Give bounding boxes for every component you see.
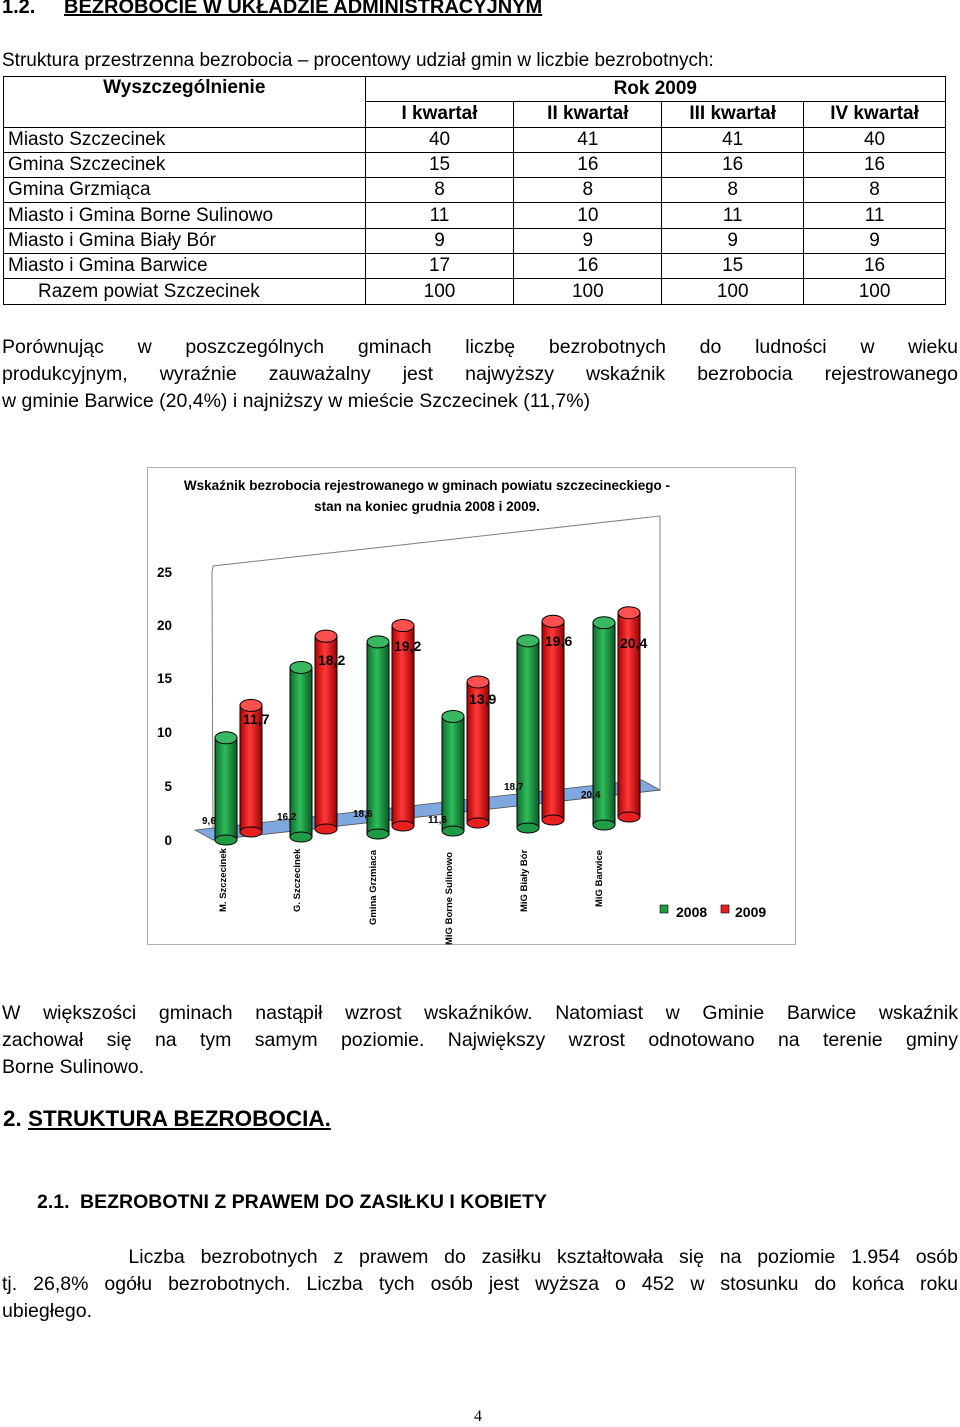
total-value: 100 (365, 279, 514, 304)
section2-title: STRUKTURA BEZROBOCIA. (28, 1106, 331, 1131)
row-label: Miasto i Gmina Biały Bór (4, 228, 366, 253)
cell-value: 8 (662, 178, 804, 203)
col-header-q2: II kwartał (514, 102, 662, 127)
page-number: 4 (474, 1408, 482, 1425)
section21-heading (37, 1191, 547, 1214)
paragraph-line: ubiegłego. (2, 1300, 92, 1322)
cell-value: 16 (514, 152, 662, 177)
bar-top-2008 (442, 710, 464, 722)
cell-value: 41 (514, 127, 662, 152)
cell-value: 40 (365, 127, 514, 152)
total-value: 100 (804, 279, 946, 304)
category-label: MiG Barwice (594, 849, 605, 907)
chart-title: stan na koniec grudnia 2008 i 2009. (314, 499, 540, 514)
data-label-2009: 19,6 (545, 633, 573, 649)
bar-top-2008 (290, 661, 312, 673)
cell-value: 40 (804, 127, 946, 152)
cell-value: 17 (365, 254, 514, 279)
bar-base-2009 (392, 821, 414, 831)
cell-value: 15 (365, 152, 514, 177)
y-tick-label: 15 (156, 671, 172, 686)
cell-value: 16 (662, 152, 804, 177)
section21-number: 2.1. (37, 1191, 70, 1213)
col-header-label: Wyszczególnienie (4, 77, 366, 128)
cell-value: 8 (804, 178, 946, 203)
bar-top-2008 (517, 635, 539, 647)
paragraph-benefits (2, 1244, 958, 1325)
cell-value: 11 (365, 203, 514, 228)
section2-number: 2. (3, 1106, 22, 1131)
category-label: G. Szczecinek (292, 848, 303, 912)
legend-swatch-2008 (660, 905, 668, 913)
paragraph-line: produkcyjnym, wyraźnie zauważalny jest najwyższy wskaźnik bezrobocia rejestrowanego (2, 363, 958, 385)
bar-top-2008 (593, 617, 615, 629)
cell-value: 9 (365, 228, 514, 253)
data-label-2009: 20,4 (620, 635, 648, 651)
bar-2008 (517, 641, 539, 828)
cell-value: 10 (514, 203, 662, 228)
col-header-q3: III kwartał (662, 102, 804, 127)
data-label-2008: 20,4 (581, 790, 601, 801)
section-title: BEZROBOCIE W UKŁADZIE ADMINISTRACYJNYM (64, 0, 543, 18)
bar-base-2008 (442, 826, 464, 836)
bar-base-2008 (593, 820, 615, 830)
bar-base-2008 (517, 823, 539, 833)
chart-title: Wskaźnik bezrobocia rejestrowanego w gminach powiatu szczecineckiego - (183, 478, 671, 493)
cell-value: 16 (514, 254, 662, 279)
bar-2008 (215, 738, 237, 840)
bar-base-2008 (290, 832, 312, 842)
row-label: Miasto i Gmina Borne Sulinowo (4, 203, 366, 228)
y-tick-label: 25 (156, 565, 172, 580)
category-label: Gmina Grzmiaca (368, 850, 379, 925)
total-value: 100 (514, 279, 662, 304)
section-number: 1.2. (2, 0, 36, 18)
category-label: MiG Borne Sulinowo (444, 852, 455, 945)
total-value: 100 (662, 279, 804, 304)
data-label-2008: 16,2 (277, 812, 297, 823)
paragraph-line: w gminie Barwice (20,4%) i najniższy w mieście Szczecinek (11,7%) (2, 390, 591, 412)
bar-2008 (367, 642, 389, 834)
data-label-2009: 11,7 (243, 711, 270, 727)
bar-base-2009 (240, 827, 262, 837)
row-label: Miasto i Gmina Barwice (4, 254, 366, 279)
bar-2009 (542, 621, 564, 820)
bar-top-2009 (542, 615, 564, 627)
legend-swatch-2009 (721, 905, 729, 913)
section2-heading (3, 1106, 331, 1132)
data-label-2008: 18,7 (504, 782, 524, 793)
bar-top-2008 (367, 636, 389, 648)
section21-title: BEZROBOTNI Z PRAWEM DO ZASIŁKU I KOBIETY (80, 1191, 547, 1213)
legend-label-2009: 2009 (735, 904, 767, 920)
bar-2008 (442, 716, 464, 831)
paragraph-line: W większości gminach nastąpił wzrost wskaźników. Natomiast w Gminie Barwice wskaźnik (2, 1002, 958, 1024)
cell-value: 15 (662, 254, 804, 279)
bar-top-2009 (392, 620, 414, 632)
data-label-2009: 18,2 (318, 652, 346, 668)
data-label-2008: 9,6 (202, 816, 216, 827)
intro-text: Struktura przestrzenna bezrobocia – procentowy udział gmin w liczbie bezrobotnych: (2, 50, 714, 71)
bar-base-2009 (315, 824, 337, 834)
paragraph-line: zachował się na tym samym poziomie. Największy wzrost odnotowano na terenie gminy (2, 1029, 958, 1051)
bar-top-2009 (315, 630, 337, 642)
data-label-2009: 19,2 (394, 638, 422, 654)
bar-base-2009 (467, 818, 489, 828)
cell-value: 16 (804, 152, 946, 177)
category-label: M. Szczecinek (218, 848, 229, 912)
row-label: Gmina Grzmiąca (4, 178, 366, 203)
data-label-2009: 13,9 (469, 691, 497, 707)
cell-value: 8 (365, 178, 514, 203)
paragraph-line: Porównując w poszczególnych gminach liczbę bezrobotnych do ludności w wieku (2, 336, 958, 358)
bar-top-2009 (240, 699, 262, 711)
cell-value: 9 (662, 228, 804, 253)
data-label-2008: 18,6 (353, 809, 373, 820)
row-label: Gmina Szczecinek (4, 152, 366, 177)
category-label: MiG Biały Bór (519, 849, 530, 912)
bar-top-2009 (618, 607, 640, 619)
legend-label-2008: 2008 (676, 904, 708, 920)
y-tick-label: 0 (164, 833, 172, 848)
paragraph-summary (2, 1000, 958, 1081)
data-label-2008: 11,6 (428, 815, 447, 826)
bar-2009 (392, 626, 414, 826)
y-tick-label: 20 (156, 618, 172, 633)
total-label: Razem powiat Szczecinek (4, 279, 366, 304)
col-header-q4: IV kwartał (804, 102, 946, 127)
bar-top-2009 (467, 676, 489, 688)
cell-value: 9 (804, 228, 946, 253)
cell-value: 11 (662, 203, 804, 228)
bar-base-2009 (542, 815, 564, 825)
paragraph-line: Borne Sulinowo. (2, 1056, 145, 1078)
y-tick-label: 5 (164, 779, 172, 794)
row-label: Miasto Szczecinek (4, 127, 366, 152)
bar-base-2009 (618, 812, 640, 822)
cell-value: 16 (804, 254, 946, 279)
cell-value: 11 (804, 203, 946, 228)
col-header-q1: I kwartał (365, 102, 514, 127)
bar-base-2008 (367, 829, 389, 839)
bar-base-2008 (215, 835, 237, 845)
col-header-year: Rok 2009 (365, 77, 945, 102)
cell-value: 9 (514, 228, 662, 253)
cell-value: 8 (514, 178, 662, 203)
cell-value: 41 (662, 127, 804, 152)
bar-top-2008 (215, 732, 237, 744)
paragraph-line: tj. 26,8% ogółu bezrobotnych. Liczba tych osób jest wyższa o 452 w stosunku do końca roku (2, 1273, 958, 1295)
y-tick-label: 10 (156, 725, 172, 740)
paragraph-line: Liczba bezrobotnych z prawem do zasiłku kształtowała się na poziomie 1.954 osób (2, 1246, 958, 1268)
